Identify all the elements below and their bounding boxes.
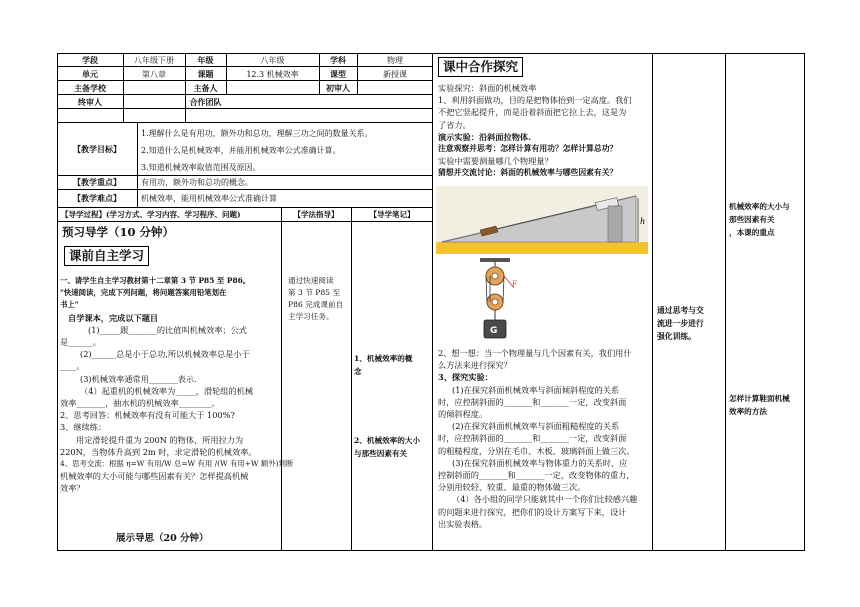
explore-line: (3)在探究斜面机械效率与物体重力的关系时，应 <box>452 457 628 468</box>
explore-line: 时，应控制斜面的_______和_______一定，改变斜面 <box>438 396 627 407</box>
preview-body <box>60 275 294 495</box>
grid-line <box>57 80 433 81</box>
label-h: h <box>640 217 646 226</box>
preview-line: 一、请学生自主学习教材第十二章第 3 节 P85 至 P86。 <box>60 276 251 285</box>
grid-line <box>57 189 433 190</box>
pulley-figure <box>470 258 530 342</box>
method-tip-line: 主学习任务。 <box>288 312 334 321</box>
explore-line: 么方法来进行探究？ <box>438 360 512 371</box>
goal-item: 3.知道机械效率取值范围及原因。 <box>141 163 261 172</box>
right-note-line: 怎样计算鞋面机械 <box>729 394 790 403</box>
right-method <box>657 304 723 343</box>
method-header: 【学法指导】 <box>293 210 339 219</box>
preview-line: 4、思考交流：根据 η=W 有用/W 总=W 有用 /(W 有用+W 额外)判断 <box>60 459 294 469</box>
grid-line <box>57 175 433 176</box>
label-keti: 课题 <box>197 69 214 79</box>
right-note-line: 那些因素有关 <box>729 215 775 224</box>
difficulty-label: 【教学难点】 <box>73 193 121 203</box>
explore-line: 实验探究：斜面的机械效率 <box>438 83 537 93</box>
explore-line: 分别用较轻、较重、最重的物体做三次。 <box>438 482 586 493</box>
explore-line: 实验中需要测量哪几个物理量？ <box>438 156 553 167</box>
keypoint-text: 有用功，额外功和总功的概念。 <box>141 178 253 187</box>
preview-line: 3、继续练： <box>60 422 107 433</box>
method-point2 <box>354 434 432 460</box>
explore-line: 的问题来进行探究，把你们的设计方案写下来，设计 <box>438 506 627 517</box>
show-title: 展示导思（20 分钟） <box>116 533 209 544</box>
right-note-2 <box>729 392 805 418</box>
method-tip <box>288 275 348 323</box>
grid-line <box>57 94 433 95</box>
process-header: 【导学过程】(学习方式、学习内容、学习程序、问题) <box>61 210 241 219</box>
preview-box-title: 课前自主学习 <box>64 246 149 266</box>
label-hezuo: 合作团队 <box>189 97 222 107</box>
label-nianji: 年级 <box>197 55 214 65</box>
incline-figure <box>436 186 648 254</box>
explore-line: 的倾斜程度。 <box>438 409 488 420</box>
goals-label: 【教学目标】 <box>73 144 121 154</box>
preview-line: (2)______总是小于总功,所以机械效率总是小于 <box>80 349 250 360</box>
method-tip-line: P86 完成课前自 <box>288 300 344 309</box>
method-point-line: 念 <box>354 367 362 376</box>
grid-line <box>57 207 433 208</box>
explore-line: 2、想一想：当一个物理量与几个因素有关，我们用什 <box>438 348 632 358</box>
preview-line: 2、思考回答：机械效率有没有可能大于 100%? <box>60 410 235 421</box>
label-zhubei-school: 主备学校 <box>74 83 106 93</box>
grid-line <box>57 108 433 109</box>
preview-line: 效率_______，抽水机的机械效率________。 <box>60 398 220 409</box>
explore-line: 3、探究实验： <box>438 372 493 383</box>
value-xueduan: 八年级下册 <box>134 56 174 65</box>
explore-line: 时，应控制斜面的_______和_______一定，改变斜面 <box>438 433 627 444</box>
goal-item: 2.知道什么是机械效率，并能用机械效率公式准确计算。 <box>141 146 341 155</box>
label-F: F <box>512 280 517 288</box>
explore-line: 猜想并交流讨论：斜面的机械效率与哪些因素有关？ <box>438 168 618 178</box>
method-point-line: 1、机械效率的概 <box>354 354 413 363</box>
difficulty-text: 机械效率，能用机械效率公式准确计算 <box>141 194 277 203</box>
preview-line: (1)_____跟_______的比值叫机械效率；公式 <box>88 324 247 335</box>
value-keti: 12.3 机械效率 <box>246 70 299 79</box>
right-note-1 <box>729 200 805 239</box>
value-kexing: 新授课 <box>383 70 407 79</box>
preview-line: 用定滑轮提升重为 200N 的物体，所用拉力为 <box>76 434 244 445</box>
goal-item: 1.理解什么是有用功，额外功和总功，理解三功之间的数量关系。 <box>141 129 373 138</box>
explore-line: 了省力。 <box>438 119 471 130</box>
explore-line: (2)在探究斜面机械效率与斜面粗糙程度的关系 <box>452 421 620 432</box>
explore-line: 出实验表格。 <box>438 518 488 529</box>
grid-line <box>57 221 433 222</box>
method-point1 <box>354 352 432 378</box>
label-danyuan: 单元 <box>82 69 98 79</box>
preview-line: ____。 <box>60 361 85 372</box>
explore-line: （4）各小组的同学只能就其中一个你们比较感兴趣 <box>452 494 638 505</box>
explore-line: (1)在探究斜面机械效率与斜面倾斜程度的关系 <box>452 384 620 395</box>
explore-box-title: 课中合作探究 <box>438 57 523 77</box>
explore-body <box>438 82 650 180</box>
preview-title: 预习导学（10 分钟） <box>62 225 175 239</box>
grid-line <box>57 122 433 123</box>
preview-line: （4）起重机的机械效率为_____，滑轮组的机械 <box>80 385 254 396</box>
right-note-line: ，本课的重点 <box>729 228 775 237</box>
right-method-line: 流进一步进行 <box>657 319 704 328</box>
explore-line: 控制斜面的_______和_______一定，改变物体的重力, <box>438 470 629 481</box>
keypoint-label: 【教学重点】 <box>73 177 121 187</box>
preview-line: 书上" <box>60 300 79 310</box>
right-method-line: 通过思考与交 <box>657 306 704 315</box>
explore-body-2 <box>438 347 650 530</box>
label-zhubei-person: 主备人 <box>193 83 218 93</box>
value-danyuan: 第八章 <box>142 70 166 79</box>
right-note-line: 效率的方法 <box>729 407 767 416</box>
label-kexing: 课型 <box>330 69 346 79</box>
method-point-line: 与那些因素有关 <box>354 449 408 458</box>
preview-line: "快速阅读，完成下列问题，将问题答案用铅笔划在 <box>60 288 227 298</box>
preview-line: (3)机械效率通常用_______表示. <box>80 373 197 384</box>
method-tip-line: 通过快速阅读 <box>288 276 334 285</box>
value-nianji: 八年级 <box>260 56 285 65</box>
label-zhongshen: 终审人 <box>78 97 102 107</box>
preview-line: 220N，当物体升高到 2m 时，求定滑轮的机械效率。 <box>60 446 257 457</box>
preview-line: 效率？ <box>60 483 85 494</box>
label-G: G <box>490 326 498 336</box>
label-xueke: 学科 <box>330 55 346 65</box>
explore-line: 不把它竖起提升，而是沿着斜面把它拉上去，这是为 <box>438 107 627 118</box>
explore-line: 1、利用斜面做功，目的是把物体抬到一定高度。我们 <box>438 95 632 106</box>
grid-line <box>57 66 433 67</box>
label-xueduan: 学段 <box>82 55 98 65</box>
preview-line: 是______。 <box>60 337 101 348</box>
explore-line: 注意观察并思考：怎样计算有用功？怎样计算总功？ <box>438 144 618 154</box>
method-tip-line: 第 3 节 P85 至 <box>288 288 341 297</box>
explore-line: 演示实验：沿斜面拉物体. <box>438 131 531 142</box>
right-method-line: 强化训练。 <box>657 332 696 341</box>
method-point-line: 2、机械效率的大小 <box>354 436 421 445</box>
explore-line: 的粗糙程度，分别在毛巾、木板、玻璃斜面上做三次。 <box>438 445 635 456</box>
label-chushen: 初审人 <box>326 83 350 93</box>
preview-line: 机械效率的大小可能与哪些因素有关？怎样提高机械 <box>60 471 249 482</box>
right-note-line: 机械效率的大小与 <box>729 202 790 211</box>
value-xueke: 物理 <box>387 56 403 65</box>
preview-line: 自学课本，完成以下题目 <box>68 312 159 323</box>
notes-header: 【导学笔记】 <box>369 210 415 219</box>
